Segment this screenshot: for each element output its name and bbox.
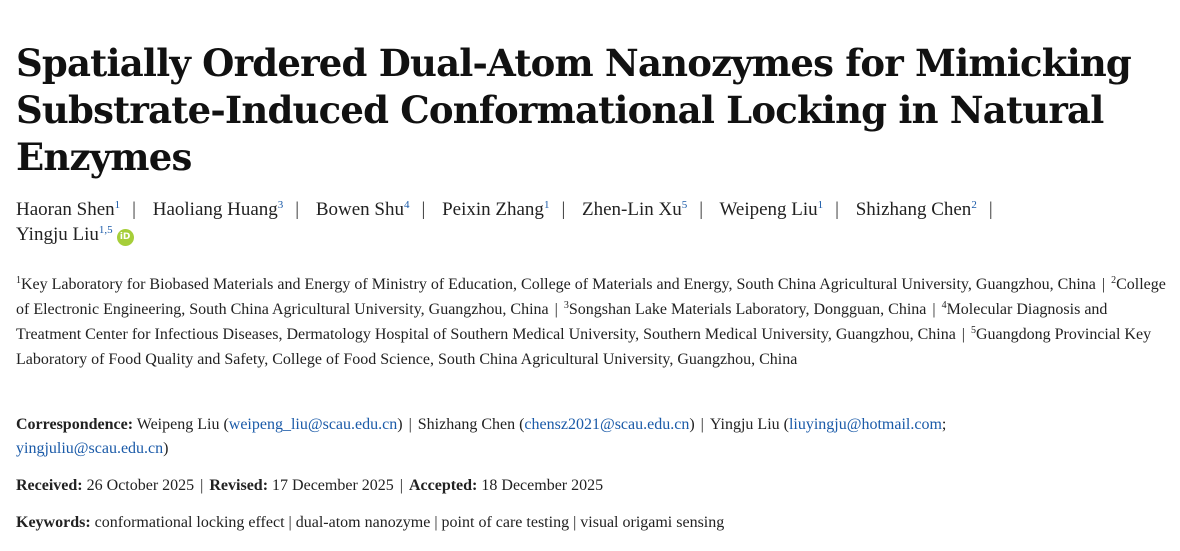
author-2[interactable]: Bowen Shu$^4$ [315, 199, 410, 220]
author-list [16, 197, 1166, 247]
author-separator: | [988, 199, 993, 220]
orcid-icon[interactable]: iD [117, 229, 134, 246]
author-7[interactable]: Yingju Liu$^{1,5}$iD [16, 224, 134, 245]
affiliations: $^1$Key Laboratory for Biobased Materials and Energy of Ministry of Education, College of Materials and Energy, South China Agricultural University, Guangzhou, China | $^2$College of Electronic Engineering, South China Agricultural University, Guangzhou, China | $^3$Songshan Lake Materials Laboratory, Dongguan, China | $^4$Molecular Diagnosis and Treatment Center for Infectious Diseases, Dermatology Hospital of Southern Medical University, Southern Medical University, Guangzhou, China | $^5$Guangdong Provincial Key Laboratory of Food Quality and Safety, College of Food Science, South China Agricultural University, Guangzhou, China [16, 275, 1166, 368]
revised-date: 17 December 2025 [272, 477, 394, 494]
author-separator: | [561, 199, 566, 220]
accepted-date: 18 December 2025 [481, 477, 604, 494]
affiliation-5: Guangdong Provincial Key Laboratory of Food Quality and Safety, College of Food Science, South China Agricultural University, Guangzhou, China [16, 326, 1152, 368]
author-separator: | [295, 199, 300, 220]
received-label: Received: [16, 477, 83, 494]
correspondence-separator: | [700, 416, 704, 433]
affiliation-3: Songshan Lake Materials Laboratory, Dongguan, China [568, 301, 927, 318]
date-separator: | [399, 477, 403, 494]
received-date: 26 October 2025 [86, 477, 195, 494]
affiliation-separator: | [932, 301, 936, 318]
author-1[interactable]: Haoliang Huang$^3$ [152, 199, 284, 220]
author-5[interactable]: Weipeng Liu$^1$ [719, 199, 824, 220]
affiliation-2: College of Electronic Engineering, South China Agricultural University, Guangzhou, China [16, 276, 1166, 318]
affiliation-separator: | [961, 326, 965, 343]
email-link[interactable]: chensz2021@scau.edu.cn [524, 416, 690, 433]
author-separator: | [132, 199, 136, 220]
article-title: Spatially Ordered Dual-Atom Nanozymes for Mimicking Substrate-Induced Conformational Locking in Natural Enzymes [16, 41, 1131, 179]
accepted-label: Accepted: [408, 477, 478, 494]
affiliation-4: Molecular Diagnosis and Treatment Center for Infectious Diseases, Dermatology Hospital of Southern Medical University, Southern Medical University, Guangzhou, China [16, 301, 1108, 343]
keyword: visual origami sensing [580, 514, 725, 531]
affiliation-1: Key Laboratory for Biobased Materials and Energy of Ministry of Education, College of Materials and Energy, South China Agricultural University, Guangzhou, China [21, 276, 1096, 293]
author-separator: | [421, 199, 426, 220]
keyword-separator: | [573, 514, 577, 531]
keyword-separator: | [288, 514, 292, 531]
email-link[interactable]: liuyingju@hotmail.com [788, 416, 942, 433]
article-dates [16, 474, 1166, 498]
correspondence-label: Correspondence: [16, 416, 134, 433]
email-link[interactable]: weipeng_liu@scau.edu.cn [228, 416, 398, 433]
keyword-separator: | [434, 514, 438, 531]
email-link[interactable]: yingjuliu@scau.edu.cn [16, 440, 164, 457]
author-separator: | [835, 199, 839, 220]
keywords-label: Keywords: [16, 514, 91, 531]
revised-label: Revised: [209, 477, 269, 494]
date-separator: | [200, 477, 204, 494]
author-0[interactable]: Haoran Shen$^1$ [16, 199, 121, 220]
author-4[interactable]: Zhen-Lin Xu$^5$ [582, 199, 688, 220]
affiliation-separator: | [1101, 276, 1106, 293]
keywords [16, 511, 1166, 535]
keyword: point of care testing [441, 514, 570, 531]
keyword: conformational locking effect [94, 514, 285, 531]
keyword: dual-atom nanozyme [295, 514, 431, 531]
affiliation-separator: | [554, 301, 558, 318]
author-6[interactable]: Shizhang Chen$^2$ [855, 199, 977, 220]
correspondence-separator: | [408, 416, 412, 433]
author-separator: | [699, 199, 704, 220]
correspondence: Correspondence: Weipeng Liu (weipeng_liu@scau.edu.cn) | Shizhang Chen (chensz2021@scau.edu.cn) | Yingju Liu (liuyingju@hotmail.com; yingjuliu@scau.edu.cn) [16, 416, 947, 457]
author-3[interactable]: Peixin Zhang$^1$ [442, 199, 550, 220]
